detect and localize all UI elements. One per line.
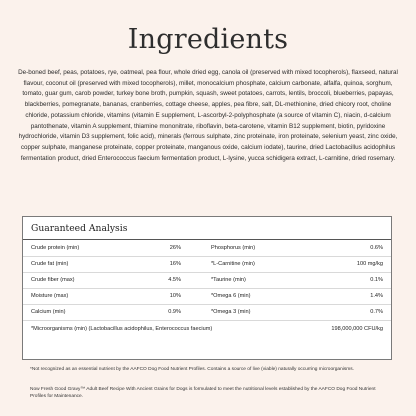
nutrient-label: Crude fiber (max) [31,277,75,283]
nutrient-label: *Omega 6 (min) [211,293,251,299]
page-title: Ingredients [127,24,289,55]
footnote-aafco: *Not recognized as an essential nutrient by the AAFCO Dog Food Nutrient Profiles. Contains a source of live (viable) naturally occurring microorganisms. [30,367,354,372]
table-row [23,256,391,273]
nutrient-value: 0.9% [168,309,181,315]
nutrient-label: Crude protein (min) [31,245,80,251]
nutrient-value: 4.5% [168,277,181,283]
nutrient-value: 0.6% [370,245,383,251]
table-row [23,272,391,289]
nutrient-value: 0.7% [370,309,383,315]
nutrient-value: 10% [169,293,181,299]
nutrient-label: Moisture (max) [31,293,69,299]
nutrient-label: Phosphorus (min) [211,245,256,251]
nutrient-label: Crude fat (min) [31,261,69,267]
nutrient-label: *L-Carnitine (min) [211,261,255,267]
nutrient-label: *Taurine (min) [211,277,246,283]
nutrient-value: 0.1% [370,277,383,283]
nutrient-value: 26% [169,245,181,251]
ingredients-list: De-boned beef, peas, potatoes, rye, oatmeal, pea flour, whole dried egg, canola oil (preserved with mixed tocopherols), flaxseed, natural flavour, coconut oil (preserved with mixed tocopherols), millet, monocalcium phosphate, calcium carbonate, alfalfa, quinoa, sorghum, tomato, guar gum, carob powder, turkey bone broth, pumpkin, squash, sweet potatoes, carrots, lentils, broccoli, blueberries, papayas, blackberries, pomegranate, bananas, cranberries, cottage cheese, apples, pea fibre, salt, DL-methionine, dried chicory root, choline chloride, potassium chloride, vitamins (vitamin E supplement, L-ascorbyl-2-polyphosphate (a source of vitamin C), niacin, d-calcium pantothenate, vitamin A supplement, thiamine mononitrate, riboflavin, beta-carotene, vitamin B12 supplement, biotin, pyridoxine hydrochloride, vitamin D3 supplement, folic acid), minerals (ferrous sulphate, zinc proteinate, iron proteinate, selenium yeast, zinc oxide, copper sulphate, manganese proteinate, copper proteinate, manganous oxide, calcium iodate), taurine, dried Lactobacillus acidophilus fermentation product, dried Enterococcus faecium fermentation product, L-lysine, yucca schidigera extract, L-carnitine, dried rosemary. [18,69,398,162]
guaranteed-analysis-table [22,216,392,360]
table-row [23,288,391,305]
guaranteed-analysis-heading: Guaranteed Analysis [23,217,391,240]
footnote-formulation: Now Fresh Good Gravy™ Adult Beef Recipe With Ancient Grains for Dogs is formulated to meet the nutritional levels established by the AAFCO Dog Food Nutrient Profiles for Maintenance. [30,387,376,400]
nutrient-label: *Omega 3 (min) [211,309,251,315]
nutrient-value: 1.4% [370,293,383,299]
nutrient-value: 198,000,000 CFU/kg [331,326,383,332]
table-row [23,304,391,321]
table-row [23,321,391,337]
nutrient-label: *Microorganisms (min) (Lactobacillus acidophilus, Enterococcus faecium) [31,326,213,332]
table-row [23,240,391,257]
nutrient-value: 100 mg/kg [356,261,383,267]
nutrient-value: 16% [169,261,181,267]
nutrient-label: Calcium (min) [31,309,66,315]
